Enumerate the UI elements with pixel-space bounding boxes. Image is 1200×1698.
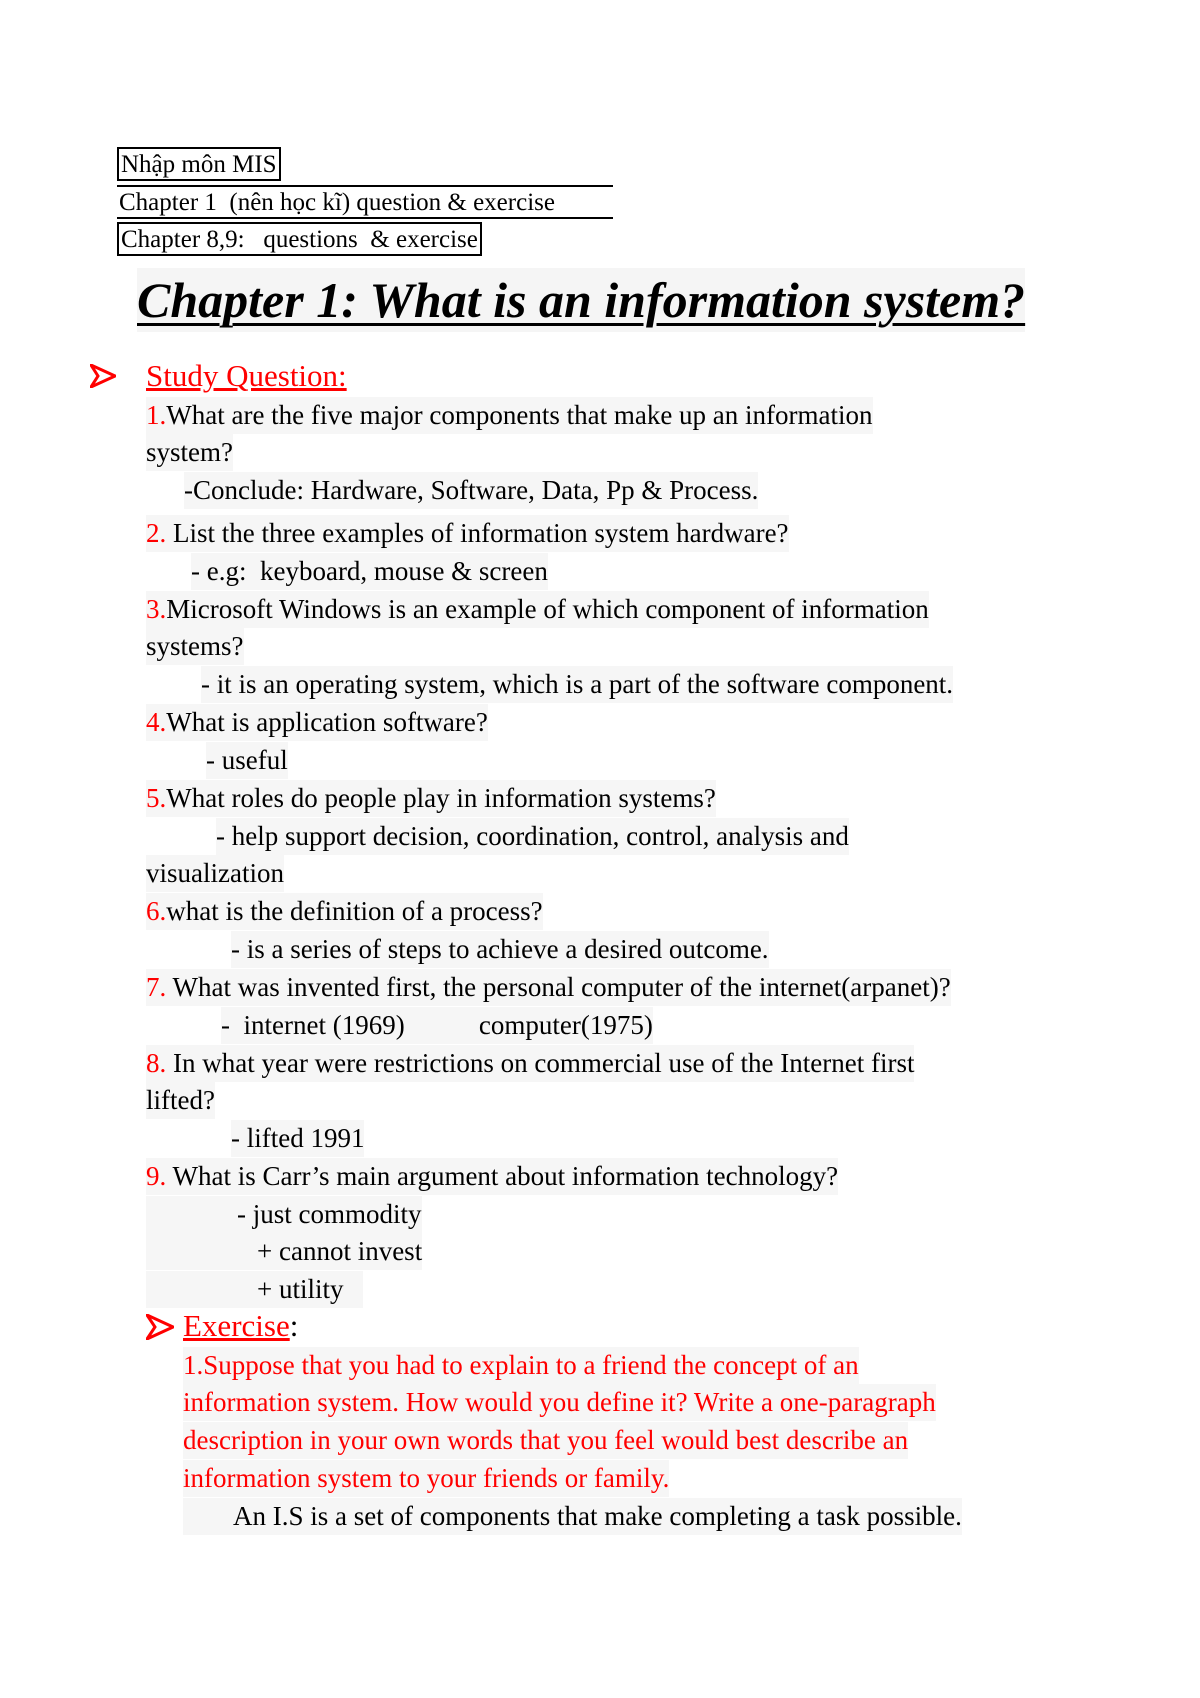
answer-7: - internet (1969) computer(1975) xyxy=(221,1007,653,1044)
question-text: What roles do people play in information systems? xyxy=(166,783,716,813)
question-9 xyxy=(146,1158,838,1195)
question-number: 3. xyxy=(146,594,167,624)
chapter89-note-box: Chapter 8,9: questions & exercise xyxy=(117,222,482,256)
question-number: 5. xyxy=(146,783,167,813)
question-number: 2. xyxy=(146,518,167,548)
question-4 xyxy=(146,704,488,741)
exercise-1-line-3: description in your own words that you feel would best describe an xyxy=(183,1422,908,1459)
exercise-1-line-4: information system to your friends or family. xyxy=(183,1460,669,1497)
question-text: what is the definition of a process? xyxy=(166,896,543,926)
answer-3: - it is an operating system, which is a part of the software component. xyxy=(201,666,953,703)
answer-4: - useful xyxy=(206,742,288,779)
question-number: 9. xyxy=(146,1161,167,1191)
question-8-continued: lifted? xyxy=(146,1082,215,1119)
question-text: What is Carr’s main argument about information technology? xyxy=(166,1161,839,1191)
exercise-1-answer: An I.S is a set of components that make completing a task possible. xyxy=(183,1498,962,1535)
question-text: In what year were restrictions on commercial use of the Internet first xyxy=(166,1048,915,1078)
exercise-1-line-2: information system. How would you define it? Write a one-paragraph xyxy=(183,1384,936,1421)
question-number: 4. xyxy=(146,707,167,737)
question-number: 7. xyxy=(146,972,167,1002)
question-7 xyxy=(146,969,951,1006)
answer-9: - just commodity xyxy=(146,1196,422,1233)
question-text: What is application software? xyxy=(166,707,488,737)
question-6 xyxy=(146,893,543,930)
question-number: 8. xyxy=(146,1048,167,1078)
question-text: List the three examples of information system hardware? xyxy=(166,518,789,548)
chapter1-note-box: Chapter 1 (nên học kĩ) question & exercise xyxy=(117,185,613,219)
question-2 xyxy=(146,515,789,552)
exercise-heading-label: Exercise xyxy=(183,1308,290,1343)
question-8 xyxy=(146,1045,914,1082)
question-text: Microsoft Windows is an example of which component of information xyxy=(166,594,929,624)
chapter-title: Chapter 1: What is an information system? xyxy=(137,268,1025,332)
question-1-continued: system? xyxy=(146,434,233,471)
question-3-continued: systems? xyxy=(146,628,244,665)
answer-1: -Conclude: Hardware, Software, Data, Pp & Process. xyxy=(184,472,758,509)
answer-9-point-1: + cannot invest xyxy=(146,1233,422,1270)
question-5 xyxy=(146,780,716,817)
answer-5: - help support decision, coordination, control, analysis and xyxy=(216,818,849,855)
question-text: What was invented first, the personal computer of the internet(arpanet)? xyxy=(166,972,951,1002)
question-number: 6. xyxy=(146,896,167,926)
answer-6: - is a series of steps to achieve a desired outcome. xyxy=(231,931,769,968)
answer-9-point-2: + utility xyxy=(146,1271,363,1308)
answer-2: - e.g: keyboard, mouse & screen xyxy=(191,553,548,590)
course-name-box: Nhập môn MIS xyxy=(117,147,281,181)
question-1 xyxy=(146,397,873,434)
question-text: What are the five major components that make up an information xyxy=(166,400,873,430)
question-number: 1. xyxy=(146,400,167,430)
answer-8: - lifted 1991 xyxy=(231,1120,364,1157)
study-question-heading: Study Question: xyxy=(146,358,347,393)
exercise-1-line-1: 1.Suppose that you had to explain to a friend the concept of an xyxy=(183,1347,859,1384)
exercise-heading xyxy=(183,1307,298,1345)
question-3 xyxy=(146,591,929,628)
answer-5-continued: visualization xyxy=(146,855,284,892)
exercise-heading-colon: : xyxy=(289,1308,299,1343)
